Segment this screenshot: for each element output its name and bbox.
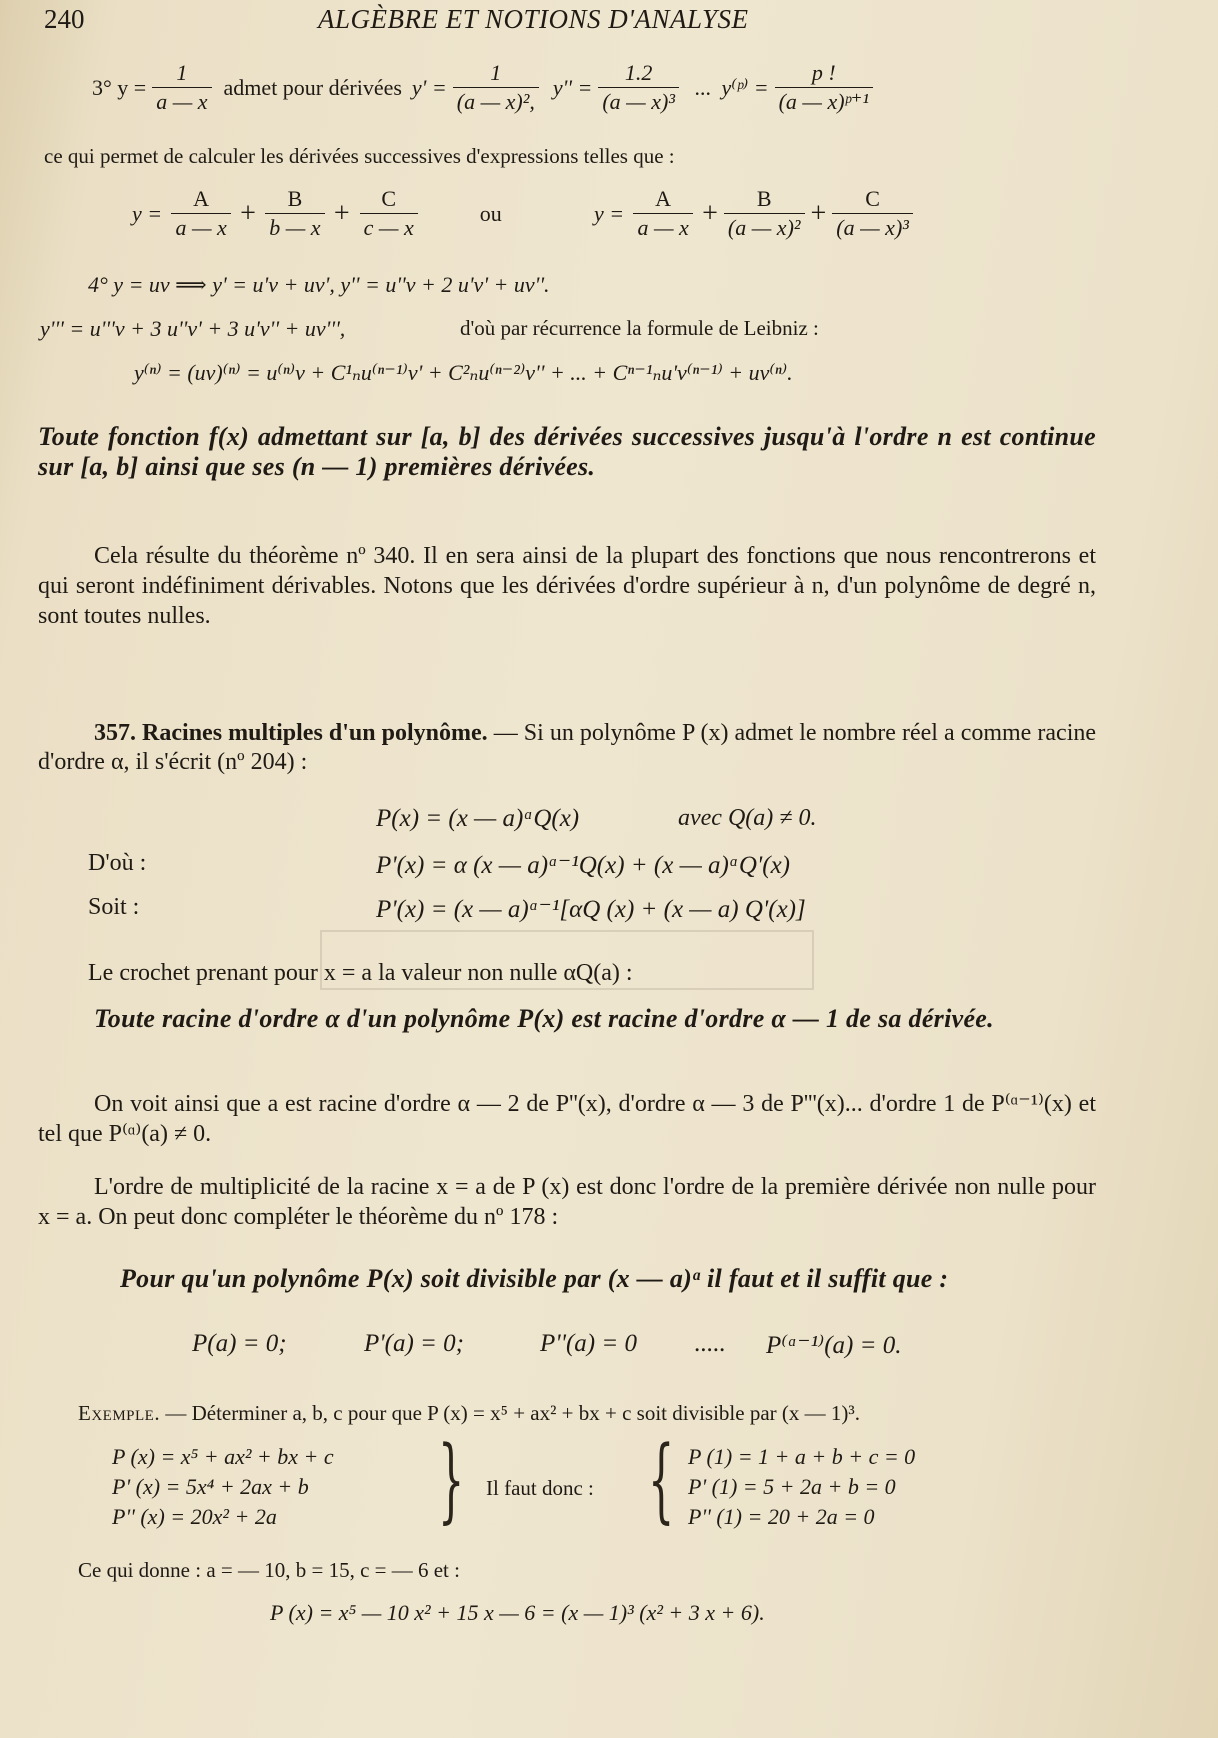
example-text: — Déterminer a, b, c pour que P (x) = x⁵ + ax² + bx + c soit divisible par (x — 1)³.	[165, 1401, 860, 1425]
running-title: ALGÈBRE ET NOTIONS D'ANALYSE	[318, 4, 749, 34]
frac-num: 1	[490, 60, 502, 85]
fraction-A	[168, 186, 234, 241]
condition-ellipsis: .....	[694, 1330, 726, 1357]
label-soit: Soit :	[88, 894, 140, 920]
item-4-product-rule: 4° y = uv ⟹ y' = u'v + uv', y'' = u''v + 2 u'v' + uv''.	[88, 272, 550, 297]
frac-num: 1.2	[624, 60, 653, 85]
frac-den: (a — x)ᵖ⁺¹	[775, 87, 873, 115]
fraction-B	[262, 186, 328, 241]
frac-num: B	[756, 186, 772, 211]
page-number: 240	[44, 4, 85, 34]
condition-p: P(a) = 0;	[192, 1330, 287, 1357]
label-dou: D'où :	[88, 850, 147, 876]
example-middle-text: Il faut donc :	[486, 1476, 594, 1500]
word-ou: ou	[479, 200, 502, 226]
expr-lhs: y =	[132, 200, 163, 226]
frac-den: (a — x)²	[724, 213, 805, 241]
example-statement	[78, 1401, 860, 1426]
paragraph-consequence: Cela résulte du théorème nº 340. Il en sera ainsi de la plupart des fonctions que nous rencontrerons et qui seront indéfiniment dérivables. Notons que les dérivées d'ordre supérieur à n, d'un polynôme de degré n, sont toutes nulles.	[38, 543, 1096, 629]
frac-num: C	[381, 186, 397, 211]
frac-num: C	[865, 186, 880, 211]
section-357-title: 357. Racines multiples d'un polynôme.	[94, 720, 488, 746]
left-brace: {	[648, 1426, 675, 1533]
example-result-line: Ce qui donne : a = — 10, b = 15, c = — 6 et :	[78, 1558, 460, 1582]
equation-factored-derivative: P'(x) = (x — a)ᵅ⁻¹[αQ (x) + (x — a) Q'(x)]	[376, 896, 806, 923]
third-derivative-eq: y''' = u'''v + 3 u''v' + 3 u'v'' + uv''',	[40, 316, 346, 341]
theorem-divisibility: Pour qu'un polynôme P(x) soit divisible par (x — a)ᵅ il faut et il suffit que :	[120, 1264, 949, 1293]
fraction-y	[152, 60, 211, 115]
example-right-1: P (1) = 1 + a + b + c = 0	[688, 1444, 916, 1469]
plus-sign: +	[702, 197, 718, 229]
fraction-A	[630, 186, 696, 241]
frac-num: A	[655, 186, 672, 211]
item-3-text: admet pour dérivées	[223, 74, 402, 100]
condition-p-second: P''(a) = 0	[540, 1330, 637, 1357]
expr-lhs: y =	[594, 200, 625, 226]
fraction-C	[356, 186, 422, 241]
frac-den: (a — x)³	[832, 213, 913, 241]
example-final-factorization: P (x) = x⁵ — 10 x² + 15 x — 6 = (x — 1)³ (x² + 3 x + 6).	[270, 1600, 765, 1625]
frac-den: c — x	[360, 213, 418, 241]
plus-sign: +	[240, 197, 256, 229]
example-left-2: P' (x) = 5x⁴ + 2ax + b	[112, 1474, 309, 1499]
equation-derivative: P'(x) = α (x — a)ᵅ⁻¹Q(x) + (x — a)ᵅQ'(x)	[376, 852, 790, 879]
fraction-C	[832, 186, 913, 241]
leibniz-intro-text: d'où par récurrence la formule de Leibniz :	[460, 316, 819, 340]
derivative-1-lhs: y' =	[411, 74, 447, 100]
fraction-dp	[775, 60, 873, 115]
section-357-text: — Si un polynôme P (x) admet le nombre réel a comme racine d'ordre α, il s'écrit (nº 204) :	[38, 720, 1097, 775]
expression-b	[594, 186, 919, 241]
condition-p-alpha-minus-1: P⁽ᵅ⁻¹⁾(a) = 0.	[766, 1332, 902, 1359]
equation-condition: avec Q(a) ≠ 0.	[678, 805, 817, 831]
example-right-2: P' (1) = 5 + 2a + b = 0	[688, 1474, 896, 1499]
expression-a	[132, 186, 502, 241]
frac-den: a — x	[152, 87, 211, 115]
example-label: Exemple.	[78, 1401, 161, 1425]
line-crochet: Le crochet prenant pour x = a la valeur non nulle αQ(a) :	[88, 960, 633, 986]
example-right-3: P'' (1) = 20 + 2a = 0	[688, 1504, 875, 1529]
item-3-derivatives	[92, 60, 879, 115]
derivative-p-lhs: y⁽ᵖ⁾ =	[721, 74, 769, 100]
line-permet: ce qui permet de calculer les dérivées successives d'expressions telles que :	[44, 144, 675, 168]
plus-sign: +	[333, 197, 350, 229]
equation-factorization: P(x) = (x — a)ᵅQ(x)	[376, 805, 580, 832]
fraction-d2	[598, 60, 679, 115]
leibniz-formula: y⁽ⁿ⁾ = (uv)⁽ⁿ⁾ = u⁽ⁿ⁾v + C¹ₙu⁽ⁿ⁻¹⁾v' + C²ₙu⁽ⁿ⁻²⁾v'' + ... + Cⁿ⁻¹ₙu'v⁽ⁿ⁻¹⁾ + uv⁽ⁿ⁾.	[134, 360, 793, 385]
example-left-3: P'' (x) = 20x² + 2a	[112, 1504, 277, 1529]
frac-num: B	[287, 186, 303, 211]
ellipsis: ...	[694, 74, 712, 100]
paragraph-multiplicity: L'ordre de multiplicité de la racine x = a de P (x) est donc l'ordre de la première dérivée non nulle pour x = a. On peut donc compléter le théorème du nº 178 :	[38, 1174, 1096, 1230]
frac-den: a — x	[633, 213, 692, 241]
frac-num: 1	[176, 60, 188, 85]
plus-sign: +	[810, 197, 827, 229]
frac-den: a — x	[171, 213, 230, 241]
theorem-root-order: Toute racine d'ordre α d'un polynôme P(x) est racine d'ordre α — 1 de sa dérivée.	[94, 1004, 994, 1033]
frac-num: p !	[811, 60, 836, 85]
theorem-continuity: Toute fonction f(x) admettant sur [a, b] des dérivées successives jusqu'à l'ordre n est continue sur [a, b] ainsi que ses (n — 1) premières dérivées.	[38, 422, 1096, 481]
fraction-d1	[453, 60, 539, 115]
condition-p-prime: P'(a) = 0;	[364, 1330, 464, 1357]
derivative-2-lhs: y'' =	[552, 74, 593, 100]
frac-den: b — x	[265, 213, 324, 241]
item-3-label: 3° y =	[92, 74, 147, 100]
section-357-intro	[38, 719, 1096, 777]
frac-den: (a — x)³	[598, 87, 679, 115]
paragraph-successive-roots: On voit ainsi que a est racine d'ordre α — 2 de P''(x), d'ordre α — 3 de P'''(x)... d'ordre 1 de P⁽ᵅ⁻¹⁾(x) et tel que P⁽ᵅ⁾(a) ≠ 0.	[38, 1091, 1096, 1147]
frac-den: (a — x)²,	[453, 87, 539, 115]
frac-num: A	[193, 186, 210, 211]
fraction-B	[724, 186, 805, 241]
right-brace: }	[438, 1426, 465, 1533]
example-left-1: P (x) = x⁵ + ax² + bx + c	[112, 1444, 334, 1469]
